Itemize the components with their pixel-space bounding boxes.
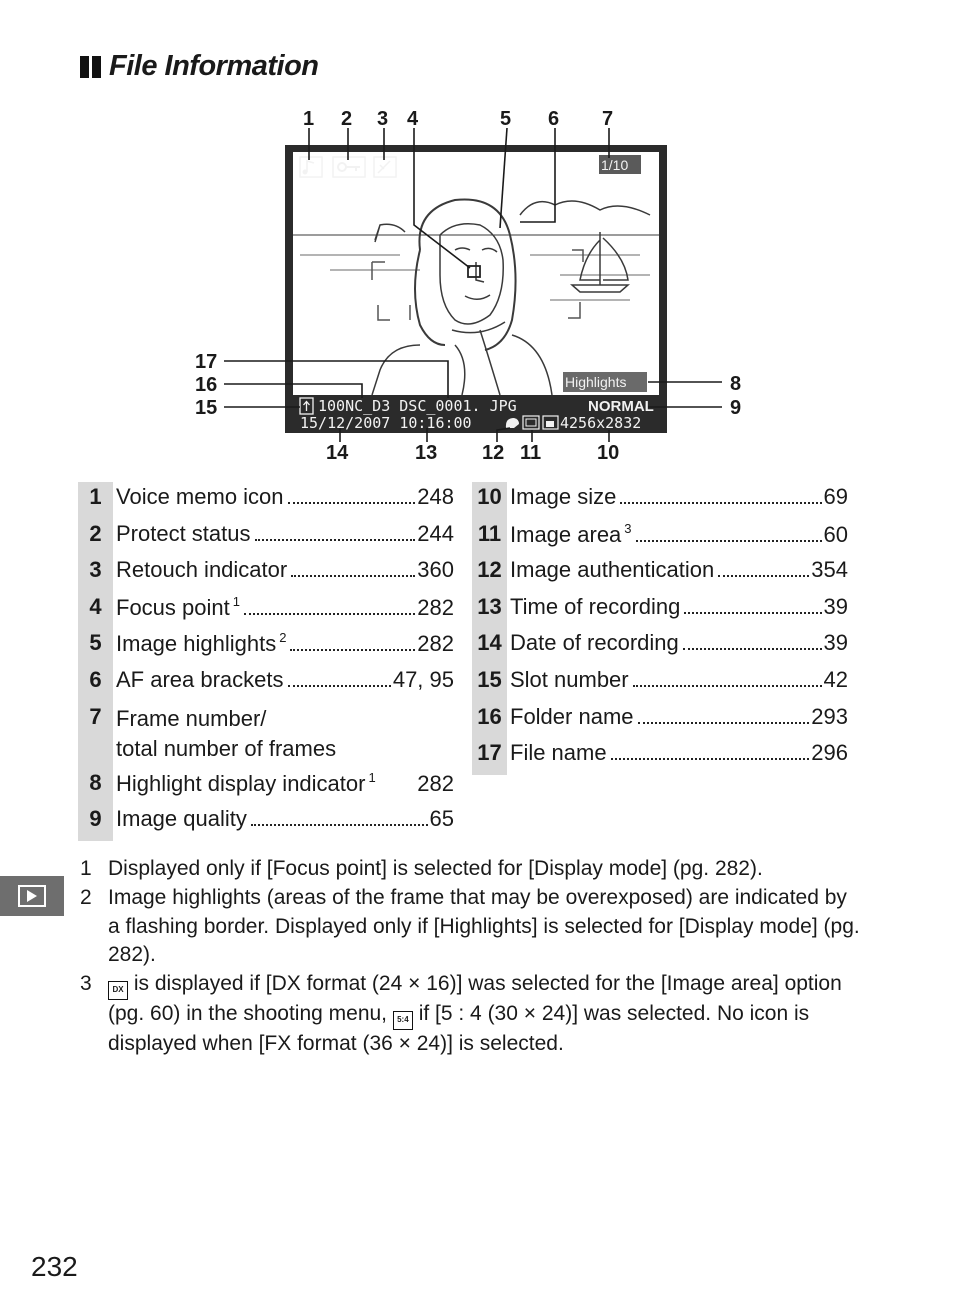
legend-row: [78, 768, 454, 805]
section-title: File Information: [109, 50, 319, 82]
legend-number: 15: [472, 665, 507, 702]
legend-page: 282: [417, 770, 454, 796]
legend-label: Image highlights: [116, 631, 277, 657]
legend-page: 65: [429, 806, 454, 832]
legend-row: [472, 665, 848, 702]
five-four-format-icon: 5:4: [393, 1011, 413, 1030]
footnote: [80, 970, 860, 1059]
callout-7: 7: [602, 108, 614, 130]
playback-tab: [0, 876, 64, 916]
recording-datetime: 15/12/2007 10:16:00: [300, 414, 472, 432]
footnote-text: Displayed only if [Focus point] is selected for [Display mode] (pg. 282).: [108, 857, 763, 880]
footnote-number: 2: [80, 885, 92, 909]
legend-label: Folder name: [510, 703, 634, 729]
callout-5: 5: [500, 108, 512, 130]
legend-label: Focus point: [116, 594, 230, 620]
page-number: 232: [31, 1251, 78, 1282]
callout-2: 2: [341, 108, 353, 130]
legend-label: Date of recording: [510, 630, 679, 656]
playback-tab-icon: [18, 885, 46, 907]
legend-number: 4: [78, 592, 113, 629]
legend-number: 11: [472, 519, 507, 556]
legend-label: Image area: [510, 521, 622, 547]
callout-15: 15: [195, 397, 218, 419]
legend-row: [78, 592, 454, 629]
legend-row: [472, 702, 848, 739]
legend-label: Image size: [510, 484, 617, 509]
frame-count: 1/10: [601, 157, 629, 173]
dx-format-icon: DX: [108, 981, 128, 1000]
legend-row: [472, 628, 848, 665]
callout-10: 10: [597, 442, 620, 464]
legend-page: 39: [823, 593, 848, 619]
callout-17: 17: [195, 351, 218, 373]
legend-page: 60: [823, 521, 848, 547]
legend-number: 2: [78, 519, 113, 556]
legend-number: 9: [78, 804, 113, 841]
legend-table-left: [78, 482, 454, 841]
legend-number: 3: [78, 555, 113, 592]
legend-number: 10: [472, 482, 507, 519]
legend-label: Voice memo icon: [116, 484, 284, 509]
legend-label: Image authentication: [510, 557, 715, 583]
legend-page: 244: [417, 520, 454, 546]
legend-page: 69: [823, 484, 848, 509]
legend-row: [78, 804, 454, 841]
legend-row: [78, 628, 454, 665]
legend-page: 248: [417, 484, 454, 509]
legend-label: Slot number: [510, 666, 629, 692]
legend-number: 5: [78, 628, 113, 665]
footnotes: [80, 855, 860, 1059]
legend-row: [78, 702, 454, 768]
image-size-value: 4256x2832: [560, 414, 642, 432]
legend-row: [78, 555, 454, 592]
legend-label: Retouch indicator: [116, 557, 288, 583]
legend-row: [78, 482, 454, 519]
legend-number: 1: [78, 482, 113, 519]
callout-6: 6: [548, 108, 560, 130]
legend-number: 13: [472, 592, 507, 629]
legend-label: Highlight display indicator: [116, 770, 366, 796]
callout-13: 13: [415, 442, 438, 464]
legend-label: AF area brackets: [116, 666, 284, 692]
footnote: [80, 884, 860, 970]
callout-8: 8: [730, 373, 742, 395]
legend-label: total number of frames: [116, 735, 337, 761]
legend-page: 47, 95: [392, 666, 454, 692]
footnote-number: 1: [80, 857, 92, 880]
legend-page: 282: [417, 631, 454, 657]
legend-label: Image quality: [116, 806, 247, 832]
legend-number: 12: [472, 555, 507, 592]
legend-row: [472, 592, 848, 629]
legend-label: Frame number/: [116, 705, 267, 731]
footnote: [80, 855, 860, 884]
legend-number: 8: [78, 768, 113, 805]
legend-row: [472, 482, 848, 519]
legend-row: [472, 555, 848, 592]
legend-row: [472, 519, 848, 556]
legend-label: File name: [510, 740, 607, 766]
legend-page: 42: [823, 666, 848, 692]
legend-label: Protect status: [116, 520, 251, 546]
legend-page: 354: [811, 557, 848, 583]
footnote-ref: 3: [624, 520, 632, 536]
callout-16: 16: [195, 374, 218, 396]
callout-9: 9: [730, 397, 742, 419]
legend-page: 39: [823, 630, 848, 656]
callout-1: 1: [303, 108, 315, 130]
legend-row: [78, 519, 454, 556]
legend-number: 17: [472, 738, 507, 775]
legend-page: 282: [417, 594, 454, 620]
callout-12: 12: [482, 442, 505, 464]
callout-3: 3: [377, 108, 389, 130]
footnote-text: is displayed if [DX format (24 × 16)] was selected for the [Image area] option (pg. 60) in the shooting menu,: [108, 972, 842, 1026]
legend-row: [78, 665, 454, 702]
footnote-ref: 1: [368, 769, 376, 785]
callout-4: 4: [407, 108, 419, 130]
callout-14: 14: [326, 442, 349, 464]
folder-file-name: 100NC_D3 DSC_0001. JPG: [318, 397, 517, 415]
legend-number: 16: [472, 702, 507, 739]
legend-page: 296: [811, 740, 848, 766]
callout-11: 11: [520, 442, 542, 464]
legend-number: 6: [78, 665, 113, 702]
camera-monitor-diagram: [0, 0, 954, 470]
legend-page: 293: [811, 703, 848, 729]
legend-label: Time of recording: [510, 593, 681, 619]
legend-number: 14: [472, 628, 507, 665]
legend-row: [472, 738, 848, 775]
footnote-ref: 1: [232, 593, 240, 609]
footnote-ref: 2: [279, 630, 287, 646]
highlights-label: Highlights: [565, 374, 627, 390]
footnote-number: 3: [80, 972, 92, 996]
legend-table-right: [472, 482, 848, 775]
footnote-text: Image highlights (areas of the frame that may be overexposed) are indicated by a flashing border. Displayed only if [Highlights] is selected for [Display mode] (pg. 282).: [108, 885, 860, 967]
legend-page: 360: [417, 557, 454, 583]
footnote-text: if [5 : 4 (30 × 24)] was selected. No icon is displayed when [FX format (36 × 24)] is selected.: [108, 1002, 810, 1056]
image-quality: NORMAL: [588, 398, 654, 415]
legend-number: 7: [78, 702, 113, 768]
